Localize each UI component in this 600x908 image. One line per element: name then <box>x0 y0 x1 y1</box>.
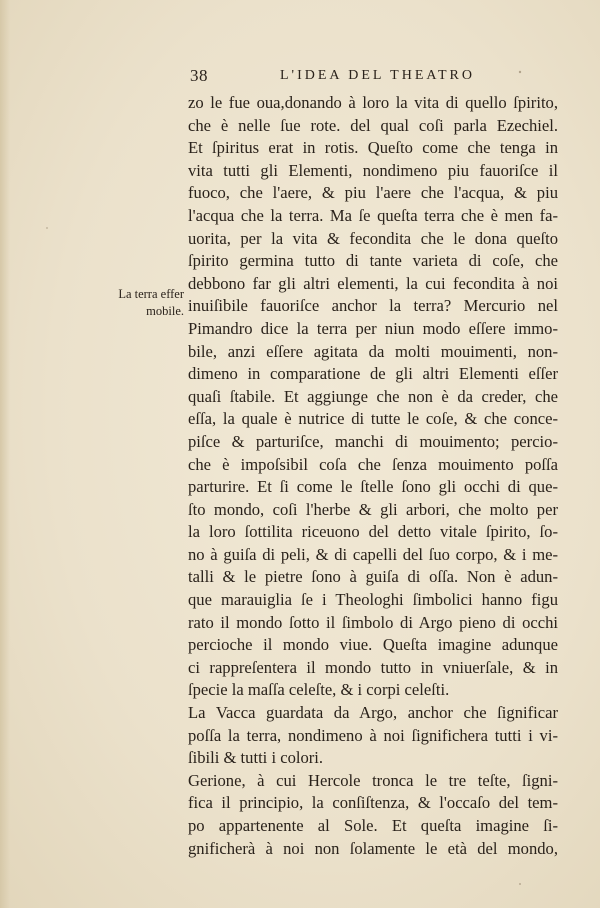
text-line: Et ſpiritus erat in rotis. Queſto come che tenga in <box>188 138 558 158</box>
text-line: po appartenente al Sole. Et queſta imagine ſi- <box>188 816 558 835</box>
text-line: ci rappreſentera il mondo tutto in vniuerſale, & in <box>188 657 558 677</box>
text-line: dimeno in comparatione de gli altri Elementi eſſer <box>188 364 558 384</box>
page-edge-shadow <box>0 0 10 908</box>
text-line: fica il principio, la conſiſtenza, & l'occaſo del tem- <box>188 793 558 813</box>
body-text <box>188 92 558 860</box>
text-line: uorita, per la vita & fecondita che le dona queſto <box>188 228 558 248</box>
text-line: ſpirito germina tutto di tante varieta di coſe, che <box>188 251 558 271</box>
text-line: ſibili & tutti i colori. <box>188 748 324 768</box>
marginal-note <box>104 286 184 320</box>
running-head: L'IDEA DEL THEATRO <box>280 68 475 83</box>
text-line: poſſa la terra, nondimeno à noi ſignifichera tutti i vi- <box>188 725 558 745</box>
text-line: talli & le pietre ſono à guiſa di oſſa. Non è adun- <box>188 567 558 587</box>
text-line: fuoco, che l'aere, & piu l'aere che l'acqua, & piu <box>188 183 558 203</box>
text-line: zo le fue oua,donando à loro la vita di quello ſpirito, <box>188 93 558 112</box>
text-line: che è impoſsibil coſa che ſenza mouimento poſſa <box>188 454 558 474</box>
text-line: bile, anzi eſſere agitata da molti mouimenti, non- <box>188 341 558 361</box>
text-line: piſce & parturiſce, manchi di mouimento; percio- <box>188 431 558 451</box>
page-header <box>190 66 480 88</box>
text-line: quaſi ſtabile. Et aggiunge che non è da creder, che <box>188 386 558 406</box>
text-line: la loro ſottilita riceuono del detto vitale ſpirito, ſo- <box>188 522 558 542</box>
text-line: che è nelle ſue rote. del qual coſi parla Ezechiel. <box>188 115 558 135</box>
text-line: ſpecie la maſſa celeſte, & i corpi celeſti. <box>188 680 450 700</box>
text-line: Pimandro dice la terra per niun modo eſſere immo- <box>188 318 558 338</box>
text-line: l'acqua che la terra. Ma ſe queſta terra che è men fa- <box>188 205 558 225</box>
text-line: gnificherà à noi non ſolamente le età del mondo, <box>188 838 558 858</box>
text-line: vita tutti gli Elementi, nondimeno piu fauoriſce il <box>188 160 558 180</box>
text-line: que marauiglia ſe i Theologhi ſimbolici hanno figu <box>188 590 558 610</box>
text-line: inuiſibile fauoriſce anchor la terra? Mercurio nel <box>188 296 558 316</box>
text-line: no à guiſa di peli, & di capelli del ſuo corpo, & i me- <box>188 544 558 564</box>
text-line: ſto mondo, coſi l'herbe & gli arbori, che molto per <box>188 499 558 519</box>
text-line: percioche il mondo viue. Queſta imagine adunque <box>188 635 558 655</box>
marginal-note-line: La terra effer <box>118 287 184 301</box>
text-line: eſſa, la quale è nutrice di tutte le coſe, & che conce- <box>188 409 558 429</box>
page-number: 38 <box>190 66 208 85</box>
marginal-note-line: mobile. <box>146 304 184 318</box>
text-line: parturire. Et ſi come le ſtelle ſono gli occhi di que- <box>188 477 558 497</box>
text-line: rato il mondo ſotto il ſimbolo di Argo pieno di occhi <box>188 612 558 632</box>
text-line: Gerione, à cui Hercole tronca le tre teſte, ſigni- <box>188 770 558 790</box>
text-line: La Vacca guardata da Argo, anchor che ſignificar <box>188 703 558 723</box>
text-line: debbono far gli altri elementi, la cui fecondita à noi <box>188 273 558 293</box>
